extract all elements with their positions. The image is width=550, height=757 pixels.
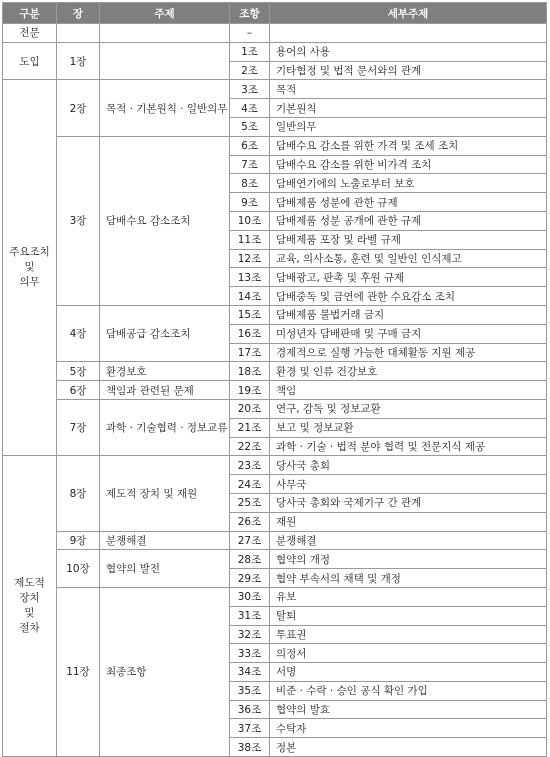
article-cell: 30조 xyxy=(230,587,270,606)
detail-cell: 목적 xyxy=(270,80,547,99)
article-cell: 3조 xyxy=(230,80,270,99)
chapter-cell: 10장 xyxy=(57,550,100,588)
detail-cell: 담배수요 감소를 위한 비가격 조치 xyxy=(270,155,547,174)
article-cell: 26조 xyxy=(230,512,270,531)
article-cell: 32조 xyxy=(230,625,270,644)
chapter-cell: 4장 xyxy=(57,305,100,361)
category-intro: 도입 xyxy=(3,42,57,80)
article-cell: 17조 xyxy=(230,343,270,362)
detail-cell: 당사국 총회와 국제기구 간 관계 xyxy=(270,493,547,512)
article-cell: 12조 xyxy=(230,249,270,268)
detail-cell: 기타협정 및 법적 문서와의 관계 xyxy=(270,61,547,80)
topic-cell xyxy=(100,24,230,43)
category-preamble: 전문 xyxy=(3,24,57,43)
detail-cell: 담배제품 성분 공개에 관한 규제 xyxy=(270,211,547,230)
detail-cell: 서명 xyxy=(270,663,547,682)
detail-cell: 의정서 xyxy=(270,644,547,663)
topic-cell: 과학 · 기술협력 · 정보교류 xyxy=(100,399,230,455)
detail-cell: 담배연기에의 노출로부터 보호 xyxy=(270,174,547,193)
detail-cell: 협약의 발효 xyxy=(270,700,547,719)
convention-structure-table xyxy=(2,2,547,757)
detail-cell: 사무국 xyxy=(270,475,547,494)
detail-cell: 담배제품 포장 및 라벨 규제 xyxy=(270,230,547,249)
article-cell: 9조 xyxy=(230,193,270,212)
article-cell: 10조 xyxy=(230,211,270,230)
category-line: 의무 xyxy=(19,276,40,289)
article-cell: 4조 xyxy=(230,99,270,118)
article-cell: 15조 xyxy=(230,305,270,324)
topic-cell: 분쟁해결 xyxy=(100,531,230,550)
table-row xyxy=(3,381,547,400)
topic-cell: 담배수요 감소조치 xyxy=(100,136,230,305)
header-chapter: 장 xyxy=(57,3,100,24)
article-cell: 7조 xyxy=(230,155,270,174)
table-row xyxy=(3,80,547,99)
topic-cell: 목적 · 기본원칙 · 일반의무 xyxy=(100,80,230,136)
detail-cell: 협약의 개정 xyxy=(270,550,547,569)
header-detail: 세부주제 xyxy=(270,3,547,24)
detail-cell: 협약 부속서의 채택 및 개정 xyxy=(270,569,547,588)
article-cell: 34조 xyxy=(230,663,270,682)
topic-cell xyxy=(100,42,230,80)
article-cell: 28조 xyxy=(230,550,270,569)
topic-cell: 담배공급 감소조치 xyxy=(100,305,230,361)
header-category: 구분 xyxy=(3,3,57,24)
header-article: 조항 xyxy=(230,3,270,24)
table-row xyxy=(3,305,547,324)
article-cell: 18조 xyxy=(230,362,270,381)
category-line: 장치 xyxy=(19,591,40,604)
detail-cell: 분쟁해결 xyxy=(270,531,547,550)
detail-cell: 비준 · 수락 · 승인 공식 확인 가입 xyxy=(270,681,547,700)
detail-cell: 보고 및 정보교환 xyxy=(270,418,547,437)
detail-cell: 과학 · 기술 · 법적 분야 협력 및 전문지식 제공 xyxy=(270,437,547,456)
detail-cell: 담배광고, 판촉 및 후원 규제 xyxy=(270,268,547,287)
article-cell: 19조 xyxy=(230,381,270,400)
category-main-measures xyxy=(3,80,57,456)
article-cell: 27조 xyxy=(230,531,270,550)
chapter-cell: 2장 xyxy=(57,80,100,136)
category-line: 주요조치 xyxy=(9,246,50,259)
chapter-cell: 1장 xyxy=(57,42,100,80)
article-cell: 6조 xyxy=(230,136,270,155)
detail-cell xyxy=(270,24,547,43)
header-row xyxy=(3,3,547,24)
table-row xyxy=(3,24,547,43)
detail-cell: 기본원칙 xyxy=(270,99,547,118)
detail-cell: 담배수요 감소를 위한 가격 및 조세 조치 xyxy=(270,136,547,155)
article-cell: 35조 xyxy=(230,681,270,700)
article-cell: 14조 xyxy=(230,287,270,306)
table-row xyxy=(3,136,547,155)
article-cell: – xyxy=(230,24,270,43)
chapter-cell: 7장 xyxy=(57,399,100,455)
category-line: 및 xyxy=(24,261,35,274)
detail-cell: 일반의무 xyxy=(270,117,547,136)
detail-cell: 수탁자 xyxy=(270,719,547,738)
chapter-cell: 9장 xyxy=(57,531,100,550)
table-row xyxy=(3,42,547,61)
article-cell: 16조 xyxy=(230,324,270,343)
article-cell: 33조 xyxy=(230,644,270,663)
detail-cell: 연구, 감독 및 정보교환 xyxy=(270,399,547,418)
detail-cell: 유보 xyxy=(270,587,547,606)
article-cell: 38조 xyxy=(230,738,270,757)
detail-cell: 재원 xyxy=(270,512,547,531)
category-line: 제도적 xyxy=(14,576,45,589)
detail-cell: 투표권 xyxy=(270,625,547,644)
chapter-cell: 8장 xyxy=(57,456,100,531)
article-cell: 11조 xyxy=(230,230,270,249)
detail-cell: 경제적으로 실행 가능한 대체활동 지원 제공 xyxy=(270,343,547,362)
chapter-cell: 6장 xyxy=(57,381,100,400)
detail-cell: 책임 xyxy=(270,381,547,400)
table-row xyxy=(3,362,547,381)
detail-cell: 담배제품 성분에 관한 규제 xyxy=(270,193,547,212)
detail-cell: 당사국 총회 xyxy=(270,456,547,475)
topic-cell: 협약의 발전 xyxy=(100,550,230,588)
article-cell: 2조 xyxy=(230,61,270,80)
chapter-cell xyxy=(57,24,100,43)
article-cell: 25조 xyxy=(230,493,270,512)
detail-cell: 탈퇴 xyxy=(270,606,547,625)
detail-cell: 환경 및 인류 건강보호 xyxy=(270,362,547,381)
article-cell: 24조 xyxy=(230,475,270,494)
article-cell: 13조 xyxy=(230,268,270,287)
topic-cell: 제도적 장치 및 재원 xyxy=(100,456,230,531)
table-row xyxy=(3,399,547,418)
article-cell: 31조 xyxy=(230,606,270,625)
topic-cell: 최종조항 xyxy=(100,587,230,756)
article-cell: 8조 xyxy=(230,174,270,193)
article-cell: 21조 xyxy=(230,418,270,437)
article-cell: 1조 xyxy=(230,42,270,61)
chapter-cell: 3장 xyxy=(57,136,100,305)
table-row xyxy=(3,587,547,606)
table-row xyxy=(3,531,547,550)
chapter-cell: 11장 xyxy=(57,587,100,756)
category-institutional xyxy=(3,456,57,757)
article-cell: 22조 xyxy=(230,437,270,456)
chapter-cell: 5장 xyxy=(57,362,100,381)
article-cell: 37조 xyxy=(230,719,270,738)
article-cell: 20조 xyxy=(230,399,270,418)
category-line: 및 xyxy=(24,607,35,620)
category-line: 절차 xyxy=(19,622,40,635)
article-cell: 5조 xyxy=(230,117,270,136)
table-row xyxy=(3,456,547,475)
detail-cell: 담배제품 불법거래 금지 xyxy=(270,305,547,324)
detail-cell: 담배중독 및 금연에 관한 수요감소 조치 xyxy=(270,287,547,306)
topic-cell: 책임과 관련된 문제 xyxy=(100,381,230,400)
table-row xyxy=(3,550,547,569)
detail-cell: 미성년자 담배판매 및 구매 금지 xyxy=(270,324,547,343)
article-cell: 36조 xyxy=(230,700,270,719)
article-cell: 29조 xyxy=(230,569,270,588)
detail-cell: 정본 xyxy=(270,738,547,757)
topic-cell: 환경보호 xyxy=(100,362,230,381)
detail-cell: 용어의 사용 xyxy=(270,42,547,61)
article-cell: 23조 xyxy=(230,456,270,475)
detail-cell: 교육, 의사소통, 훈련 및 일반인 인식제고 xyxy=(270,249,547,268)
header-topic: 주제 xyxy=(100,3,230,24)
